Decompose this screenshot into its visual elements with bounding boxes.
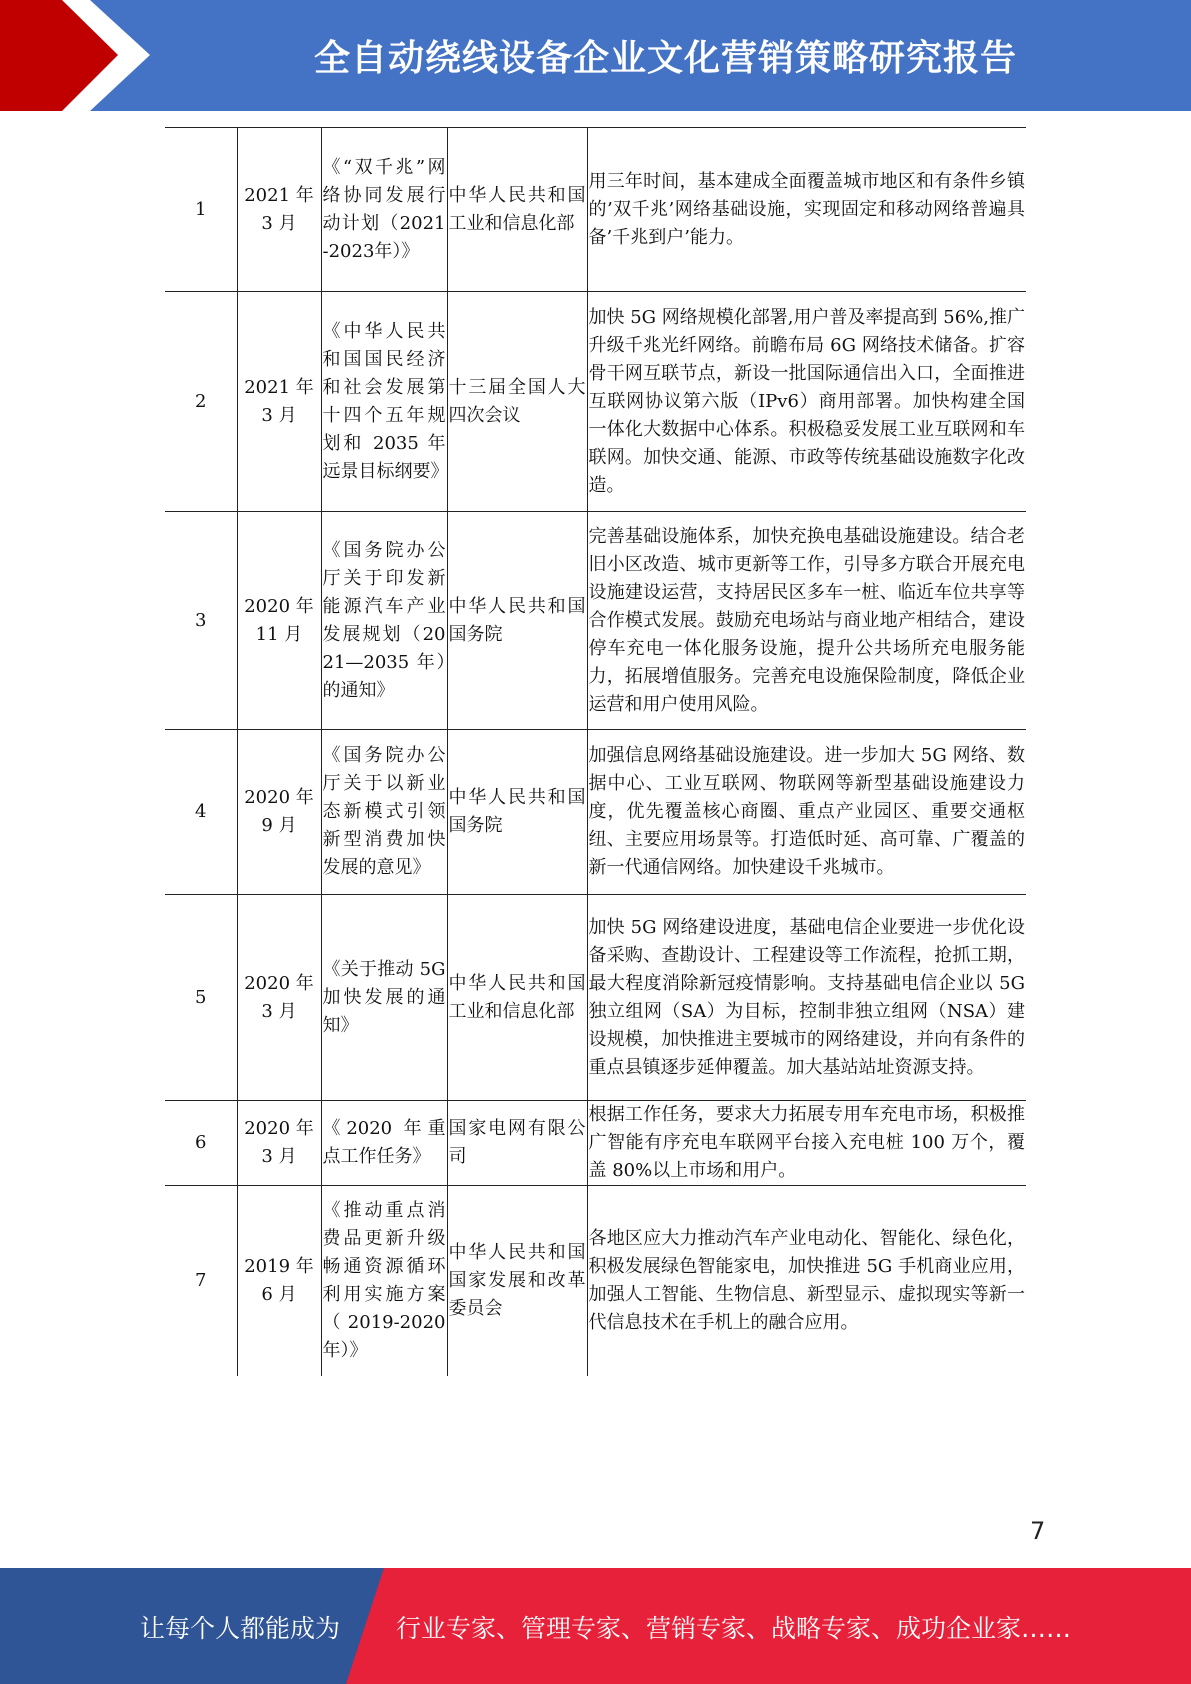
row-policy-name: 《中华人民共和国国民经济和社会发展第十四个五年规划和 2035 年远景目标纲要》 bbox=[321, 292, 447, 512]
row-issuer: 中华人民共和国国家发展和改革委员会 bbox=[447, 1186, 587, 1376]
row-policy-name: 《国务院办公厅关于印发新能源汽车产业发展规划（2021—2035 年）的通知》 bbox=[321, 512, 447, 730]
row-date: 2020 年 9 月 bbox=[237, 730, 321, 895]
table-row bbox=[165, 128, 1026, 292]
row-date: 2020 年 3 月 bbox=[237, 1101, 321, 1186]
row-policy-name: 《“双千兆”网络协同发展行动计划（2021-2023年）》 bbox=[321, 128, 447, 292]
row-number: 1 bbox=[195, 198, 207, 220]
row-date: 2021 年 3 月 bbox=[237, 128, 321, 292]
row-content: 加快 5G 网络规模化部署,用户普及率提高到 56%,推广升级千兆光纤网络。前瞻布局 6G 网络技术储备。扩容骨干网互联节点，新设一批国际通信出入口，全面推进互联网协议第六版（IPv6）商用部署。加快构建全国一体化大数据中心体系。积极稳妥发展工业互联网和车联网。加快交通、能源、市政等传统基础设施数字化改造。 bbox=[587, 292, 1026, 512]
row-content: 加快 5G 网络建设进度，基础电信企业要进一步优化设备采购、查勘设计、工程建设等工作流程，抢抓工期，最大程度消除新冠疫情影响。支持基础电信企业以 5G 独立组网（SA）为目标，控制非独立组网（NSA）建设规模，加快推进主要城市的网络建设，并向有条件的重点县镇逐步延伸覆盖。加大基站站址资源支持。 bbox=[587, 895, 1026, 1101]
table-row bbox=[165, 512, 1026, 730]
row-issuer: 十三届全国人大四次会议 bbox=[447, 292, 587, 512]
page-number: 7 bbox=[1030, 1517, 1046, 1545]
row-date: 2021 年 3 月 bbox=[237, 292, 321, 512]
row-number: 3 bbox=[195, 609, 207, 631]
row-number: 2 bbox=[195, 390, 207, 412]
page-header bbox=[0, 0, 1191, 111]
footer-slogan-right: 行业专家、管理专家、营销专家、战略专家、成功企业家…… bbox=[396, 1614, 1072, 1643]
row-content: 根据工作任务，要求大力拓展专用车充电市场，积极推广智能有序充电车联网平台接入充电桩 100 万个，覆盖 80%以上市场和用户。 bbox=[587, 1101, 1026, 1186]
row-content: 各地区应大力推动汽车产业电动化、智能化、绿色化，积极发展绿色智能家电，加快推进 5G 手机商业应用，加强人工智能、生物信息、新型显示、虚拟现实等新一代信息技术在手机上的融合应用。 bbox=[587, 1186, 1026, 1376]
policy-table bbox=[165, 127, 1026, 1376]
row-policy-name: 《国务院办公厅关于以新业态新模式引领新型消费加快发展的意见》 bbox=[321, 730, 447, 895]
row-issuer: 中华人民共和国工业和信息化部 bbox=[447, 895, 587, 1101]
row-date: 2020 年 11 月 bbox=[237, 512, 321, 730]
report-title: 全自动绕线设备企业文化营销策略研究报告 bbox=[313, 38, 1017, 79]
row-policy-name: 《推动重点消费品更新升级畅通资源循环利用实施方案（2019-2020年）》 bbox=[321, 1186, 447, 1376]
row-number: 4 bbox=[195, 801, 207, 822]
row-issuer: 国家电网有限公司 bbox=[447, 1101, 587, 1186]
row-number: 6 bbox=[195, 1132, 207, 1153]
row-issuer: 中华人民共和国国务院 bbox=[447, 730, 587, 895]
page-footer bbox=[0, 1568, 1191, 1684]
row-content: 用三年时间，基本建成全面覆盖城市地区和有条件乡镇的’双千兆’网络基础设施，实现固定和移动网络普遍具备’千兆到户’能力。 bbox=[587, 128, 1026, 292]
row-date: 2019 年 6 月 bbox=[237, 1186, 321, 1376]
row-issuer: 中华人民共和国国务院 bbox=[447, 512, 587, 730]
table-row bbox=[165, 730, 1026, 895]
table-row bbox=[165, 292, 1026, 512]
row-number: 5 bbox=[195, 986, 207, 1008]
row-number: 7 bbox=[195, 1269, 207, 1291]
row-issuer: 中华人民共和国工业和信息化部 bbox=[447, 128, 587, 292]
row-policy-name: 《2020 年重点工作任务》 bbox=[321, 1101, 447, 1186]
row-policy-name: 《关于推动 5G 加快发展的通知》 bbox=[321, 895, 447, 1101]
row-content: 加强信息网络基础设施建设。进一步加大 5G 网络、数据中心、工业互联网、物联网等新型基础设施建设力度，优先覆盖核心商圈、重点产业园区、重要交通枢纽、主要应用场景等。打造低时延、高可靠、广覆盖的新一代通信网络。加快建设千兆城市。 bbox=[587, 730, 1026, 895]
table-row bbox=[165, 895, 1026, 1101]
row-date: 2020 年 3 月 bbox=[237, 895, 321, 1101]
table-row bbox=[165, 1186, 1026, 1376]
row-content: 完善基础设施体系，加快充换电基础设施建设。结合老旧小区改造、城市更新等工作，引导多方联合开展充电设施建设运营，支持居民区多车一桩、临近车位共享等合作模式发展。鼓励充电场站与商业地产相结合，建设停车充电一体化服务设施，提升公共场所充电服务能力，拓展增值服务。完善充电设施保险制度，降低企业运营和用户使用风险。 bbox=[587, 512, 1026, 730]
table-row bbox=[165, 1101, 1026, 1186]
footer-slogan-left: 让每个人都能成为 bbox=[140, 1614, 341, 1643]
